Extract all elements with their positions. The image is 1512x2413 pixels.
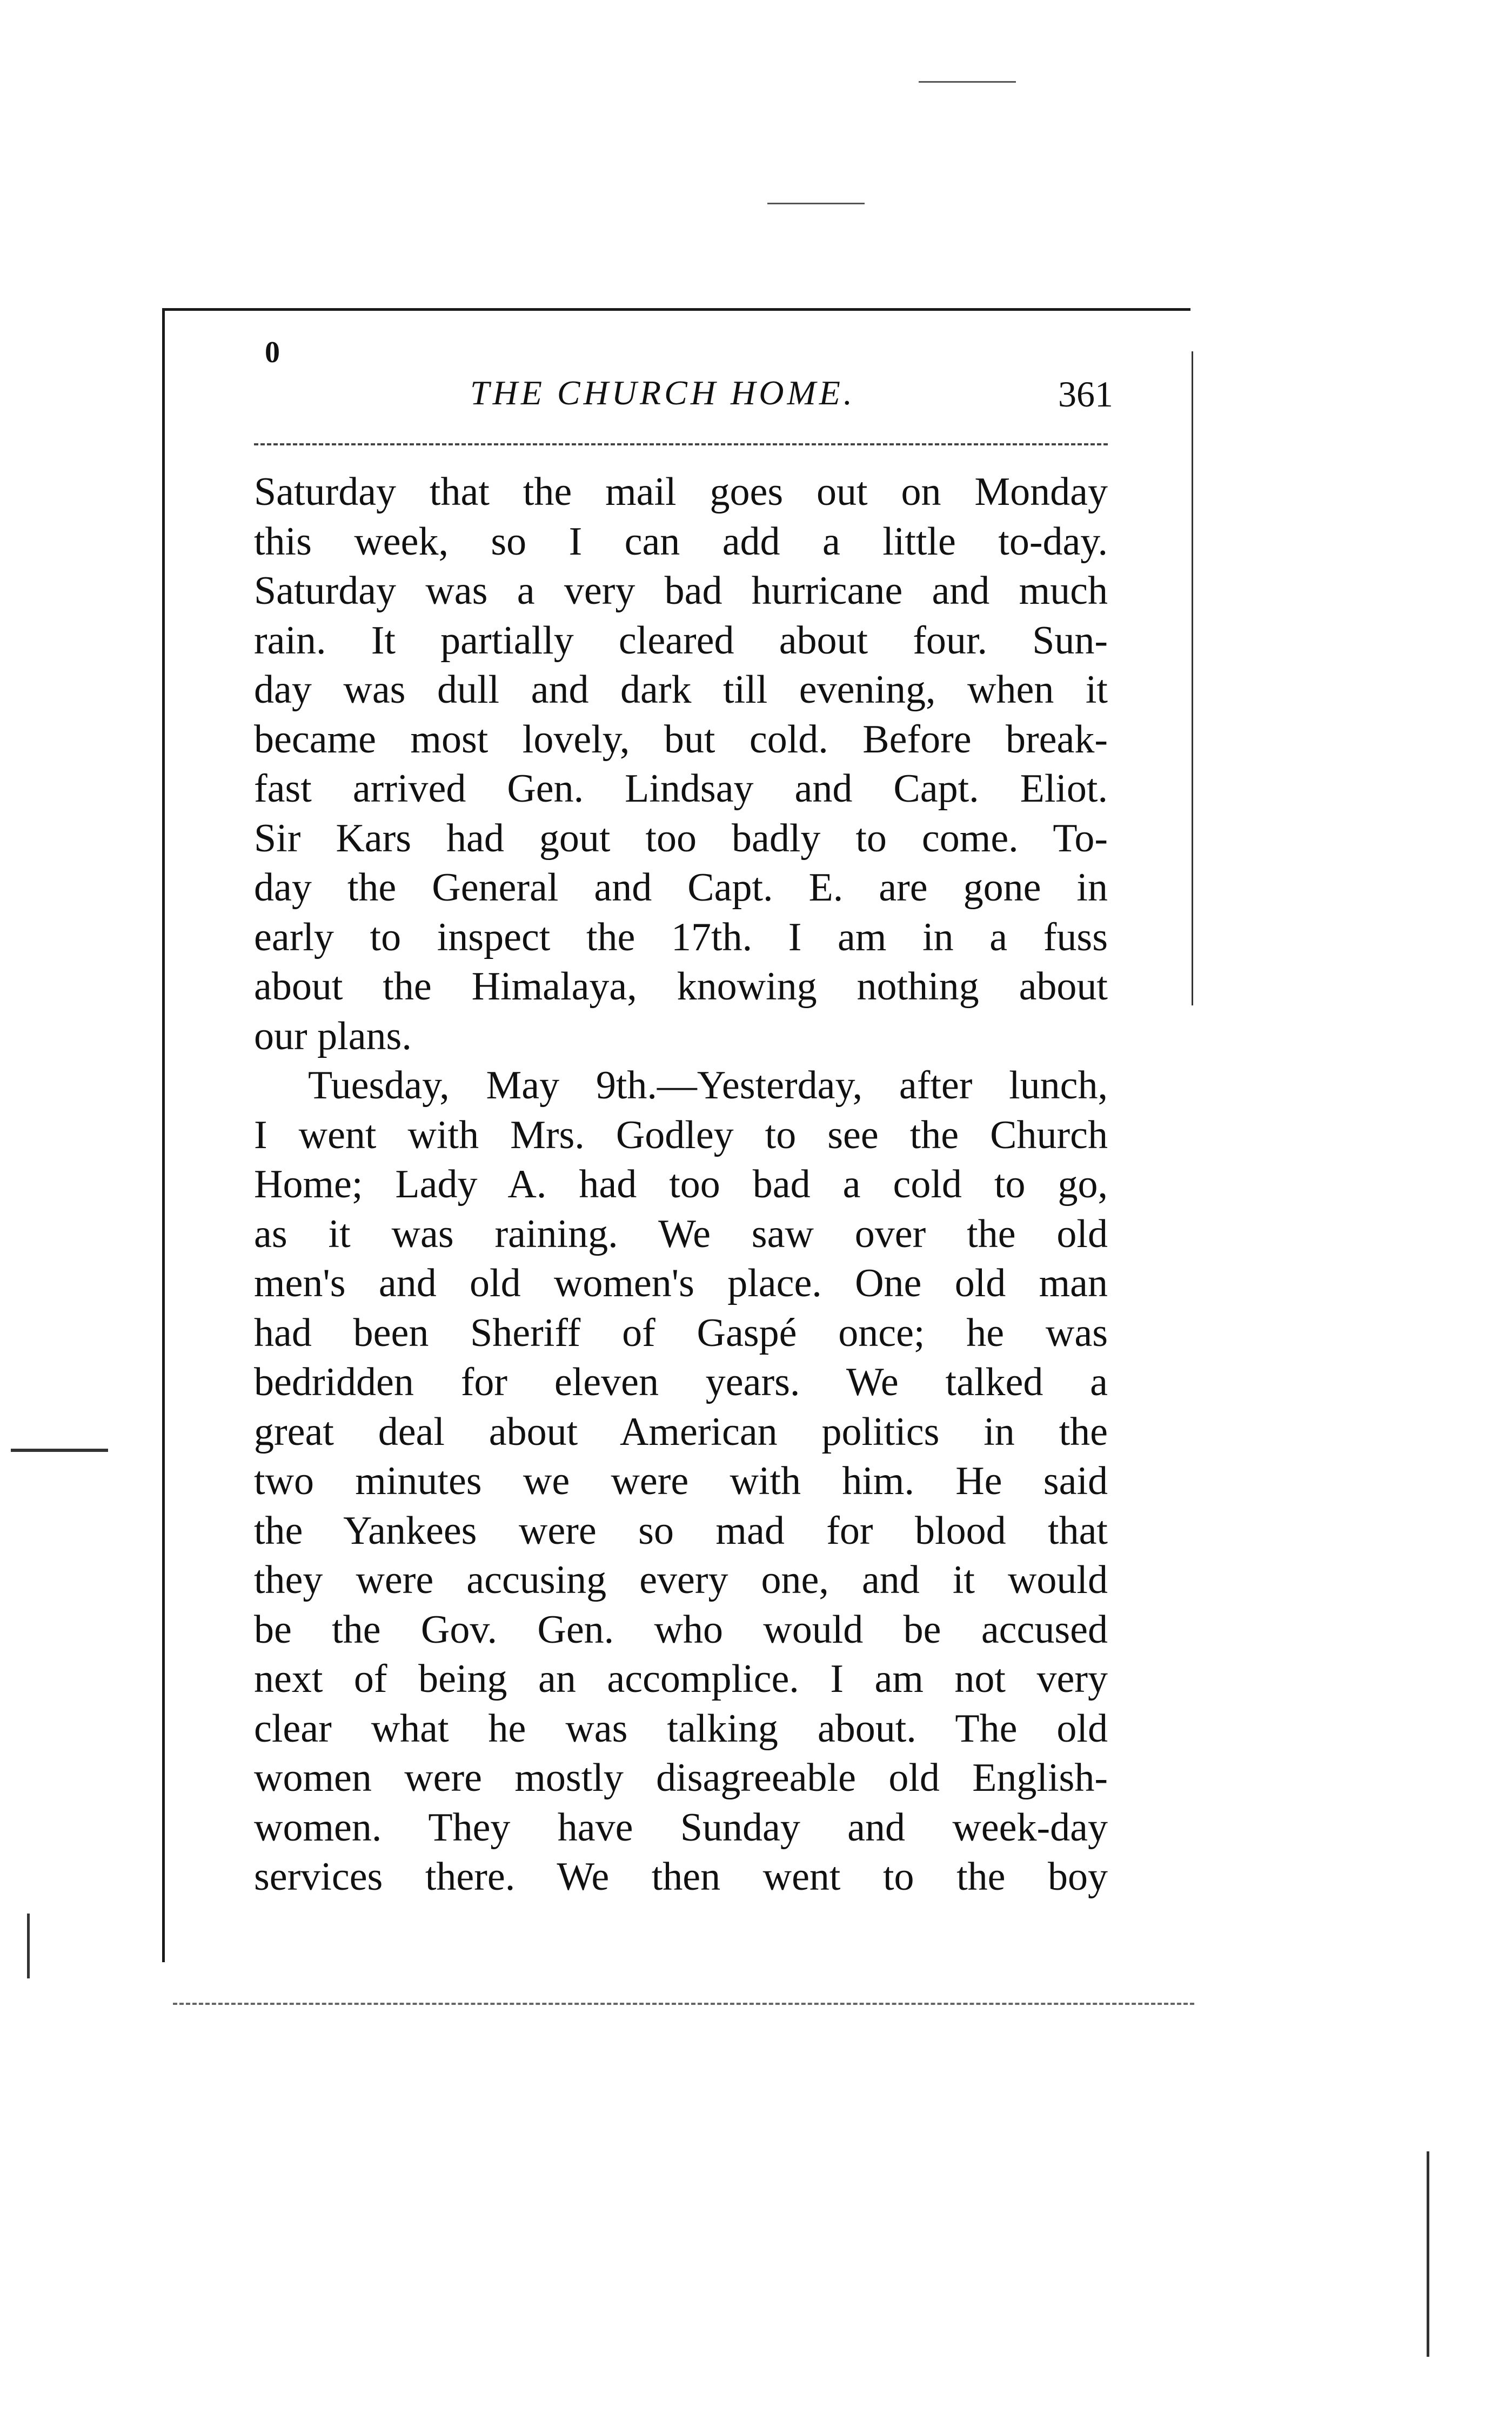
text-line: great deal about American politics in the	[254, 1409, 1108, 1454]
text-line: bedridden for eleven years. We talked a	[254, 1360, 1108, 1404]
text-line: this week, so I can add a little to-day.	[254, 519, 1108, 564]
text-line: women were mostly disagreeable old English-	[254, 1756, 1108, 1800]
running-title: THE CHURCH HOME.	[470, 374, 855, 412]
text-line: day the General and Capt. E. are gone in	[254, 865, 1108, 910]
text-line: two minutes we were with him. He said	[254, 1459, 1108, 1503]
page-number: 361	[1058, 374, 1113, 415]
text-line: Sir Kars had gout too badly to come. To-	[254, 816, 1108, 861]
text-line: Saturday was a very bad hurricane and much	[254, 569, 1108, 613]
text-line: Home; Lady A. had too bad a cold to go,	[254, 1162, 1108, 1206]
text-line: be the Gov. Gen. who would be accused	[254, 1607, 1108, 1652]
text-line: next of being an accomplice. I am not very	[254, 1657, 1108, 1701]
left-scan-mark	[11, 1449, 108, 1452]
right-scan-mark	[1427, 2151, 1429, 2357]
text-line: fast arrived Gen. Lindsay and Capt. Eliot.	[254, 766, 1108, 811]
text-line: became most lovely, but cold. Before break-	[254, 717, 1108, 762]
corner-mark: 0	[265, 336, 280, 369]
text-line: the Yankees were so mad for blood that	[254, 1508, 1108, 1553]
body-text	[254, 468, 1108, 1902]
right-margin-rule	[1192, 351, 1193, 1005]
text-line: services there. We then went to the boy	[254, 1855, 1108, 1899]
bottom-rule	[173, 2003, 1194, 2005]
text-line: I went with Mrs. Godley to see the Church	[254, 1112, 1108, 1157]
text-line: rain. It partially cleared about four. Sun-	[254, 618, 1108, 663]
text-line: about the Himalaya, knowing nothing about	[254, 964, 1108, 1009]
text-line: men's and old women's place. One old man	[254, 1261, 1108, 1305]
text-line: early to inspect the 17th. I am in a fuss	[254, 915, 1108, 959]
running-head	[254, 368, 1113, 422]
text-line: clear what he was talking about. The old	[254, 1706, 1108, 1751]
text-line: had been Sheriff of Gaspé once; he was	[254, 1310, 1108, 1355]
text-line: Tuesday, May 9th.—Yesterday, after lunch,	[308, 1063, 1108, 1108]
text-line: women. They have Sunday and week-day	[254, 1805, 1108, 1850]
text-line: Saturday that the mail goes out on Monday	[254, 470, 1108, 514]
top-scan-mark	[767, 203, 865, 204]
top-scan-mark	[919, 81, 1016, 83]
text-line: they were accusing every one, and it would	[254, 1558, 1108, 1602]
left-scan-mark	[27, 1914, 30, 1978]
head-rule	[254, 443, 1108, 445]
text-line: day was dull and dark till evening, when it	[254, 668, 1108, 712]
text-line: our plans.	[254, 1014, 412, 1058]
text-line: as it was raining. We saw over the old	[254, 1211, 1108, 1256]
